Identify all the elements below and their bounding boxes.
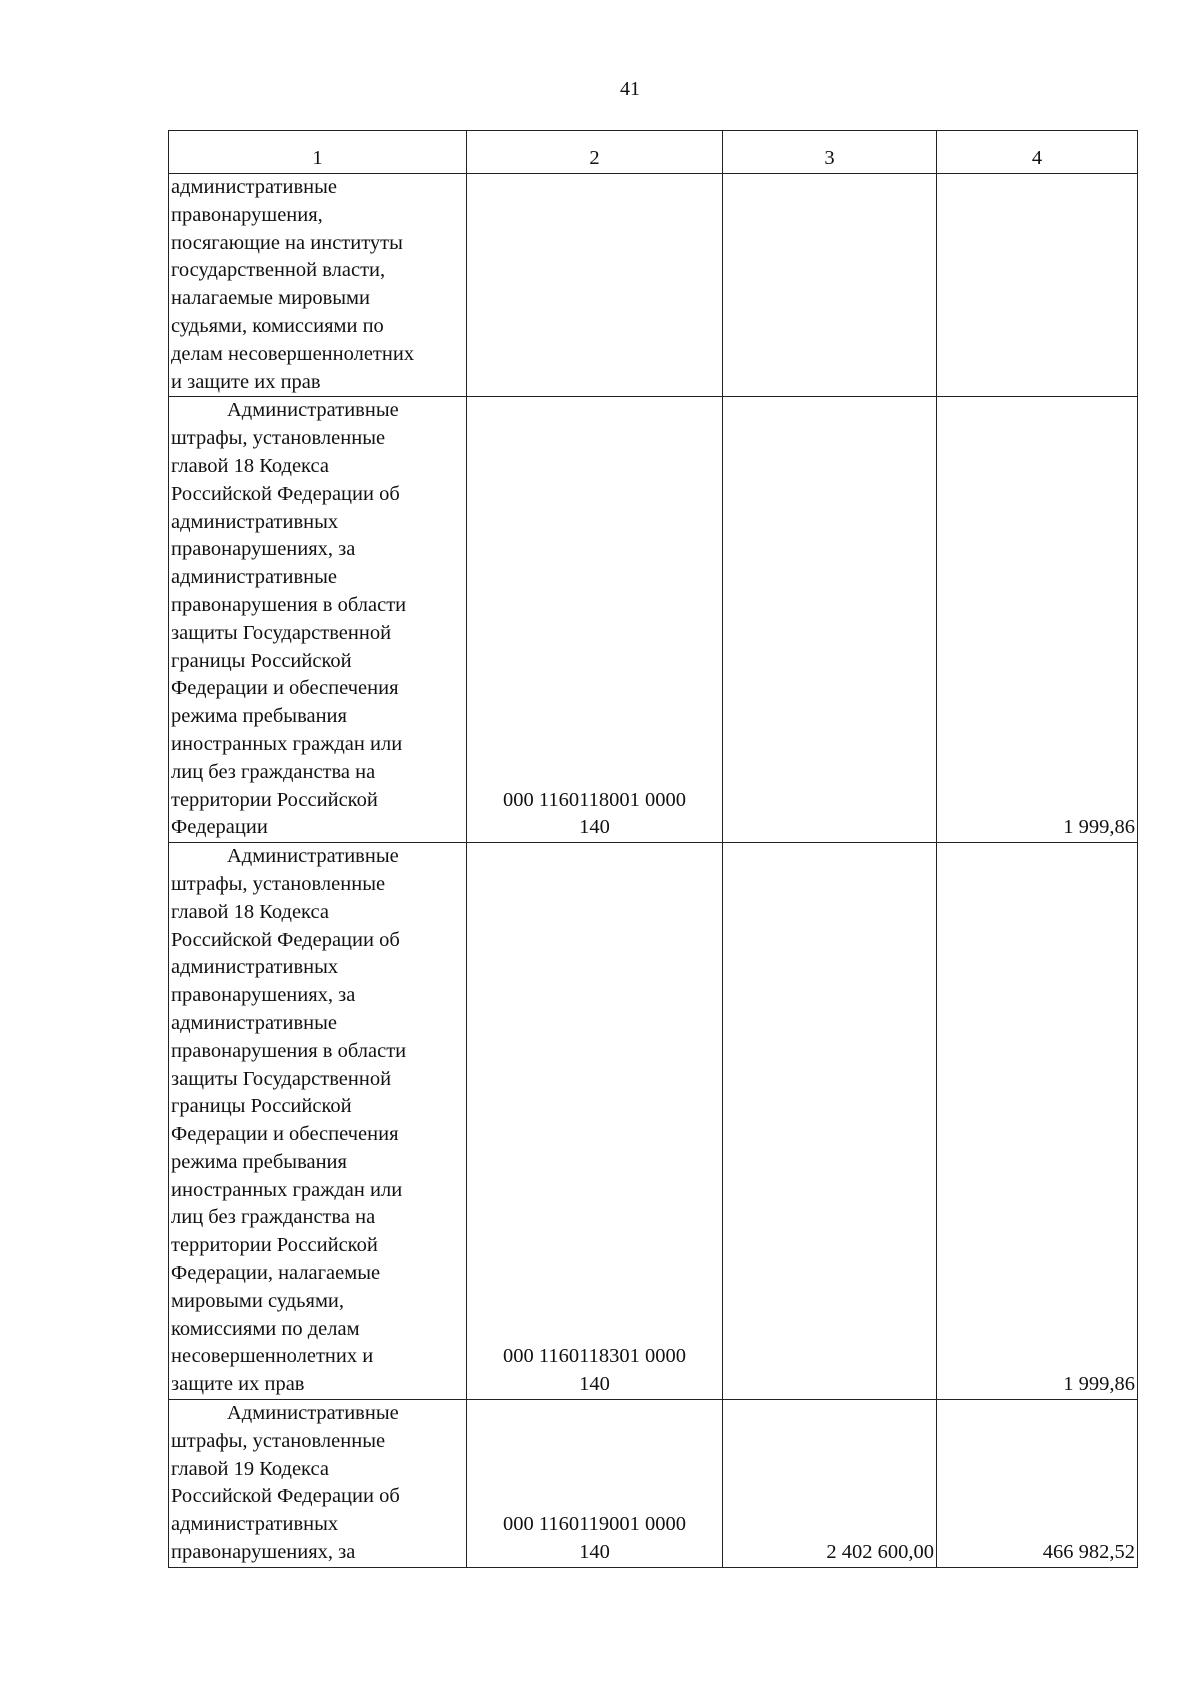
row-description: Административные штрафы, установленные главой 19 Кодекса Российской Федерации об административных правонарушениях, за (169, 1400, 467, 1568)
row-budget-code: 000 1160118301 0000 140 (467, 843, 723, 1400)
table-row (169, 1400, 1138, 1568)
table-header-row (169, 131, 1138, 174)
table-row (169, 174, 1138, 397)
row-executed-amount: 1 999,86 (937, 397, 1138, 843)
row-planned-amount (723, 397, 937, 843)
row-description: административные правонарушения, посягающие на институты государственной власти, налагаемые мировыми судьями, комиссиями по делам несовершеннолетних и защите их прав (169, 174, 467, 397)
row-executed-amount: 1 999,86 (937, 843, 1138, 1400)
row-executed-amount (937, 174, 1138, 397)
row-planned-amount (723, 843, 937, 1400)
column-header-3: 3 (723, 131, 937, 174)
column-header-1: 1 (169, 131, 467, 174)
budget-table (168, 130, 1138, 1568)
row-budget-code (467, 174, 723, 397)
page-number: 41 (620, 78, 640, 100)
row-planned-amount: 2 402 600,00 (723, 1400, 937, 1568)
table-row (169, 843, 1138, 1400)
row-description: Административные штрафы, установленные главой 18 Кодекса Российской Федерации об административных правонарушениях, за административные правонарушения в области защиты Государственной границы Российской Федерации и обеспечения режима пребывания иностранных граждан или лиц без гражданства на территории Российской Федерации, налагаемые мировыми судьями, комиссиями по делам несовершеннолетних и защите их прав (169, 843, 467, 1400)
table-row (169, 397, 1138, 843)
row-budget-code: 000 1160119001 0000 140 (467, 1400, 723, 1568)
row-description: Административные штрафы, установленные главой 18 Кодекса Российской Федерации об административных правонарушениях, за административные правонарушения в области защиты Государственной границы Российской Федерации и обеспечения режима пребывания иностранных граждан или лиц без гражданства на территории Российской Федерации (169, 397, 467, 843)
column-header-2: 2 (467, 131, 723, 174)
column-header-4: 4 (937, 131, 1138, 174)
row-budget-code: 000 1160118001 0000 140 (467, 397, 723, 843)
row-executed-amount: 466 982,52 (937, 1400, 1138, 1568)
row-planned-amount (723, 174, 937, 397)
